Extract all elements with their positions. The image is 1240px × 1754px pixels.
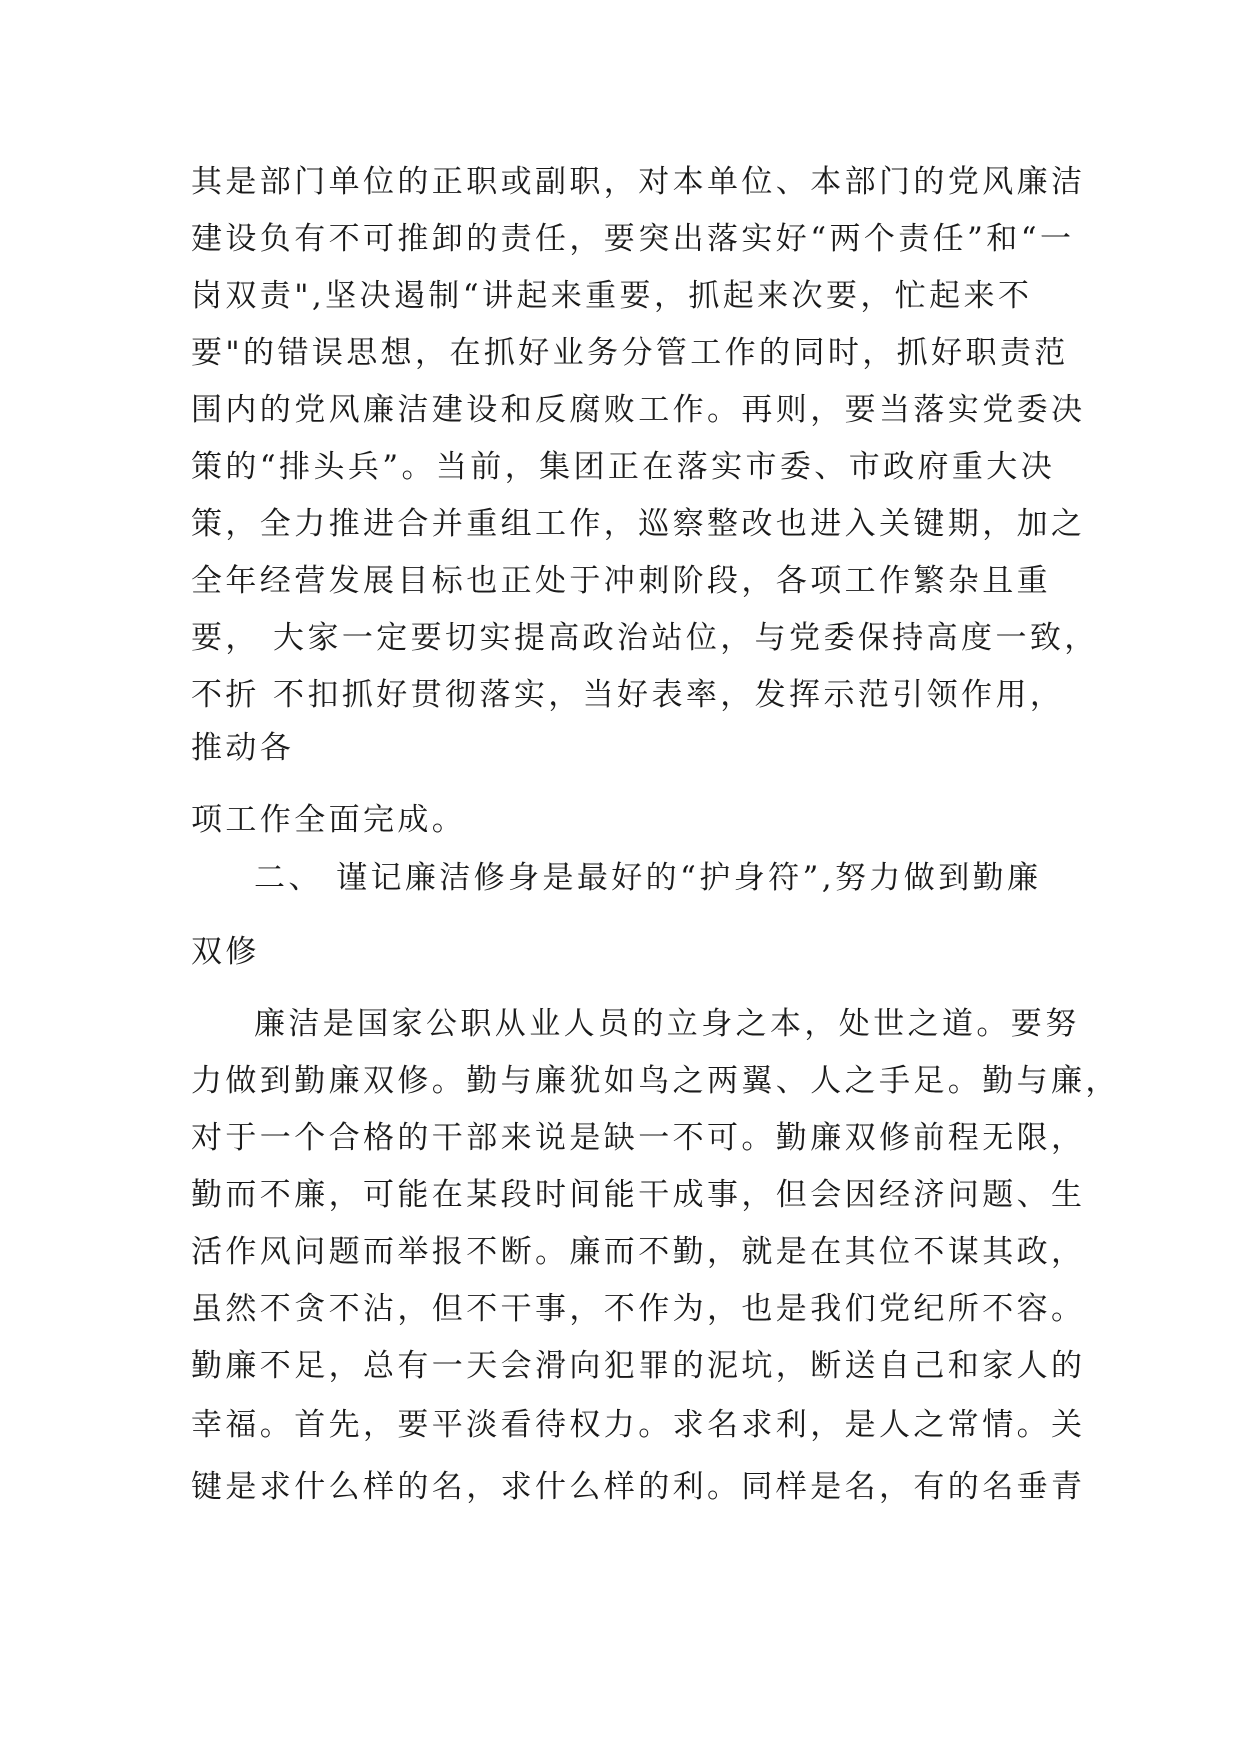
text-line: 其是部门单位的正职或副职，对本单位、本部门的党风廉洁	[191, 164, 1086, 200]
text-line: 活作风问题而举报不断。廉而不勤，就是在其位不谋其政，	[191, 1234, 1086, 1270]
text-line: 力做到勤廉双修。勤与廉犹如鸟之两翼、人之手足。勤与廉，	[191, 1063, 1120, 1099]
section-heading: 二、 谨记廉洁修身是最好的“护身符”,努力做到勤廉	[254, 860, 1042, 896]
text-line: 围内的党风廉洁建设和反腐败工作。再则，要当落实党委决	[191, 392, 1086, 428]
text-line: 勤廉不足，总有一天会滑向犯罪的泥坑，断送自己和家人的	[191, 1348, 1086, 1384]
text-line: 项工作全面完成。	[191, 802, 467, 838]
text-line: 键是求什么样的名，求什么样的利。同样是名，有的名垂青	[191, 1469, 1086, 1505]
text-line: 要， 大家一定要切实提高政治站位，与党委保持高度一致，	[191, 620, 1099, 656]
text-line: 廉洁是国家公职从业人员的立身之本，处世之道。要努	[254, 1006, 1080, 1042]
text-line: 策，全力推进合并重组工作，巡察整改也进入关键期，加之	[191, 506, 1086, 542]
text-line: 虽然不贪不沾，但不干事，不作为，也是我们党纪所不容。	[191, 1291, 1086, 1327]
text-line: 全年经营发展目标也正处于冲刺阶段，各项工作繁杂且重	[191, 563, 1051, 599]
text-line: 幸福。首先，要平淡看待权力。求名求利，是人之常情。关	[191, 1407, 1086, 1443]
text-line: 推动各	[191, 730, 295, 766]
section-heading-continuation: 双修	[191, 934, 260, 970]
text-line: 要"的错误思想，在抓好业务分管工作的同时，抓好职责范	[191, 335, 1069, 371]
text-line: 策的“排头兵”。当前，集团正在落实市委、市政府重大决	[191, 449, 1056, 485]
text-line: 对于一个合格的干部来说是缺一不可。勤廉双修前程无限，	[191, 1120, 1086, 1156]
text-line: 勤而不廉，可能在某段时间能干成事，但会因经济问题、生	[191, 1177, 1086, 1213]
text-line: 岗双责",坚决遏制“讲起来重要，抓起来次要，忙起来不	[191, 278, 1033, 314]
text-line: 建设负有不可推卸的责任，要突出落实好“两个责任”和“一	[191, 221, 1075, 257]
text-line: 不折 不扣抓好贯彻落实，当好表率，发挥示范引领作用，	[191, 677, 1065, 713]
